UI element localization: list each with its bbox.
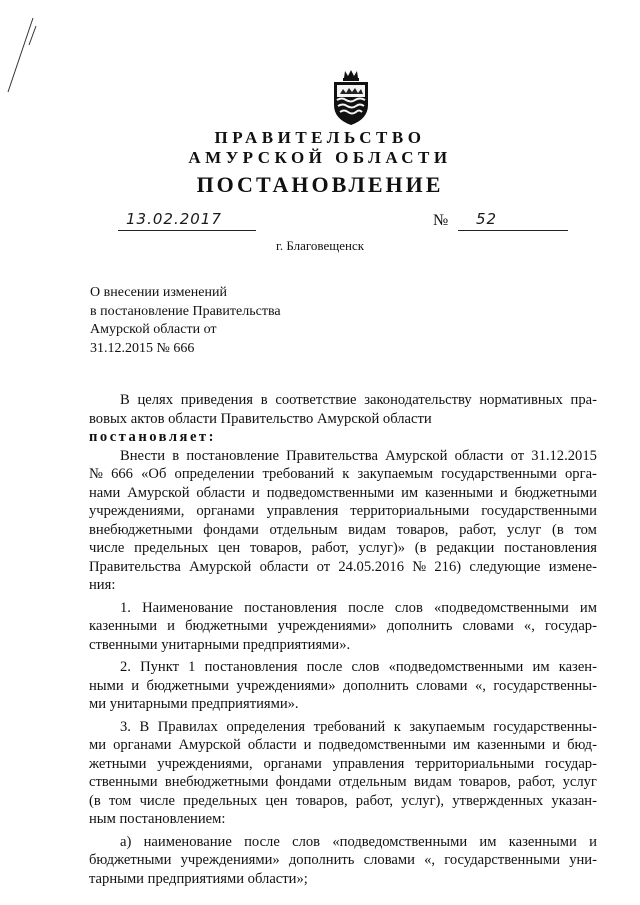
body-line: ния: — [89, 577, 116, 593]
body-line: а) наименование после слов «подведомственными им казенными и — [120, 833, 597, 850]
body-line: № 666 «Об определении требований к закупаемым государственными орга- — [89, 466, 597, 482]
body-line: ми унитарными предприятиями». — [89, 696, 299, 712]
body-line: тарными предприятиями области»; — [89, 870, 308, 887]
body-line: ными и бюджетными учреждениями» дополнить словами «, государственны- — [89, 677, 597, 694]
body-line: казенными и бюджетными учреждениями» дополнить словами «, государ- — [89, 618, 597, 634]
document-body — [89, 391, 597, 888]
handwritten-number: 52 — [476, 210, 498, 228]
body-line: ственными унитарными предприятиями». — [89, 636, 351, 653]
list-item-3 — [89, 718, 597, 829]
subject-block — [90, 284, 390, 358]
body-line: 2. Пункт 1 постановления после слов «подведомственными им казен- — [120, 659, 597, 675]
list-item-3a — [89, 833, 597, 889]
subject-line: Амурской области от — [90, 322, 217, 337]
body-line: числе предельных цен товаров, работ, услуг)» (в редакции постановления — [89, 540, 597, 556]
document-number-field — [458, 210, 568, 231]
list-item-2 — [89, 658, 597, 714]
body-line: внебюджетными фондами отдельным видам товаров, работ, услуг (в том — [89, 521, 597, 538]
body-line: жетными учреждениями, органами управления территориальными государ- — [89, 755, 597, 772]
body-line: ми органами Амурской области и подведомственными им казенными и бюд- — [89, 737, 597, 753]
subject-line: О внесении изменений — [90, 285, 227, 300]
body-line: вовых актов области Правительство Амурской области — [89, 410, 432, 427]
body-line: учреждениями, органами управления территориальными государственными — [89, 503, 597, 519]
body-line: 1. Наименование постановления после слов «подведомственными им — [120, 599, 597, 616]
body-line: бюджетными учреждениями» дополнить словами «, государственными уни- — [89, 852, 597, 868]
body-line: 3. В Правилах определения требований к закупаемым государственны- — [120, 718, 597, 735]
handwritten-date: 13.02.2017 — [126, 210, 222, 228]
body-line: ственными внебюджетными фондами отдельным видам товаров, работ, услуг — [89, 774, 597, 790]
date-field — [118, 210, 256, 231]
body-line: Правительства Амурской области от 24.05.2016 № 216) следующие измене- — [89, 558, 597, 575]
coat-of-arms-emblem — [329, 67, 373, 127]
org-name-line1: ПРАВИТЕЛЬСТВО — [214, 128, 426, 147]
list-item-1 — [89, 599, 597, 655]
subject-line: 31.12.2015 № 666 — [90, 340, 195, 356]
number-sign: № — [433, 212, 449, 229]
subject-line: в постановление Правительства — [90, 303, 281, 319]
body-line: В целях приведения в соответствие законодательству нормативных пра- — [120, 392, 597, 408]
resolves-keyword: постановляет: — [89, 429, 216, 445]
body-line: (в том числе предельных цен товаров, работ, услуг), утвержденных указан- — [89, 792, 597, 809]
body-line: ным постановлением: — [89, 811, 226, 827]
paragraph-preamble — [89, 391, 597, 428]
city-line: г. Благовещенск — [275, 238, 365, 253]
margin-pen-stroke — [0, 0, 40, 100]
org-name-line2: АМУРСКОЙ ОБЛАСТИ — [188, 148, 452, 167]
body-line: нами Амурской области и подведомственными им казенными и бюджетными — [89, 484, 597, 501]
document-type-title: ПОСТАНОВЛЕНИЕ — [196, 172, 444, 197]
paragraph-main — [89, 447, 597, 595]
body-line: Внести в постановление Правительства Амурской области от 31.12.2015 — [120, 447, 597, 464]
